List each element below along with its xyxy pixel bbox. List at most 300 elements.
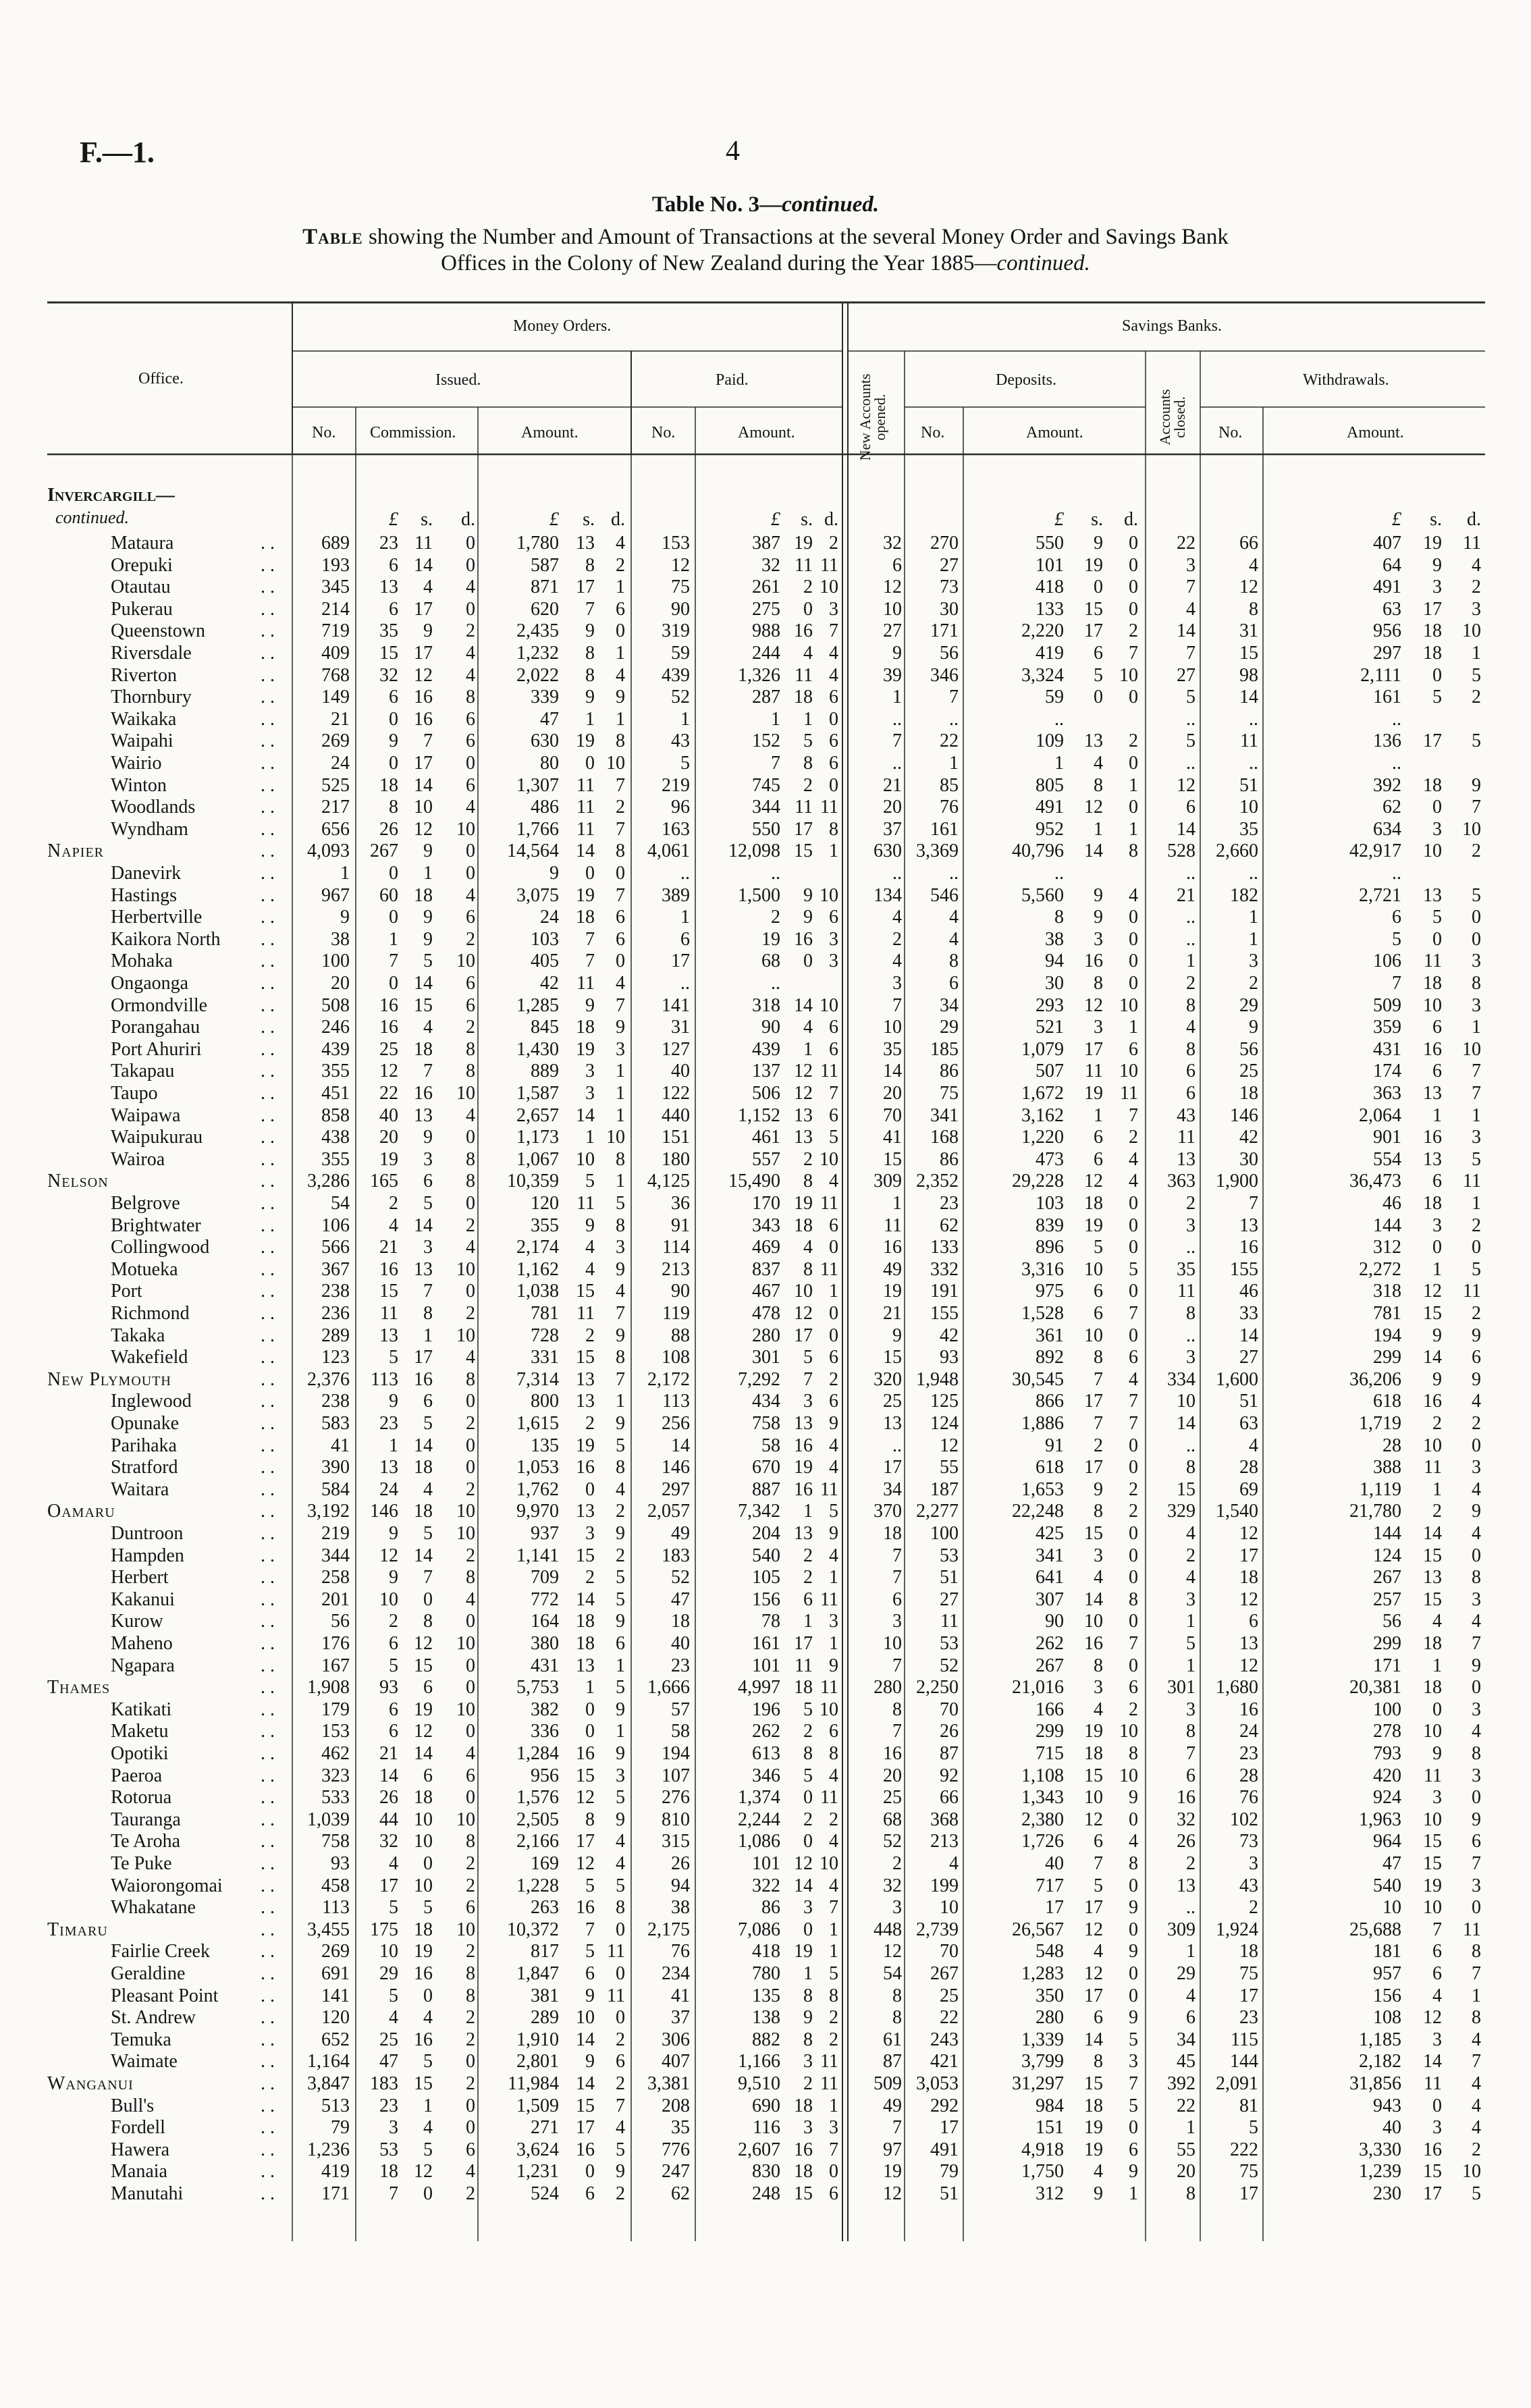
withdrawals-amount-pounds: 2,721 <box>1359 884 1401 906</box>
paid-amount-shillings: 17 <box>794 818 813 840</box>
withdrawals-amount-pence: 4 <box>1472 2095 1481 2116</box>
deposits-amount-pounds: 805 <box>1036 774 1064 796</box>
money-orders-paid-no: 12 <box>671 554 690 576</box>
commission-pence: 10 <box>456 1325 475 1346</box>
paid-amount-pence: 6 <box>829 730 838 752</box>
deposits-amount-shillings: 3 <box>1094 1017 1103 1038</box>
withdrawals-amount-pence: 11 <box>1463 1281 1481 1302</box>
deposits-amount-pounds: 299 <box>1036 1721 1064 1742</box>
deposits-amount-pounds: 17 <box>1045 1897 1064 1919</box>
paid-amount-shillings: 3 <box>803 2051 813 2072</box>
accounts-closed: 5 <box>1186 1633 1196 1654</box>
issued-amount-pence: 9 <box>616 2161 625 2183</box>
paid-amount-shillings: 13 <box>794 1523 813 1544</box>
money-orders-issued-no: 269 <box>321 1941 350 1962</box>
header-issued: Issued. <box>435 371 481 389</box>
deposits-amount-pence: 4 <box>1129 1368 1138 1390</box>
office-name-text: Brightwater <box>111 1214 201 1236</box>
accounts-closed: .. <box>1186 863 1196 884</box>
accounts-closed: 26 <box>1177 1831 1196 1852</box>
deposits-amount-pounds: 350 <box>1036 1985 1064 2006</box>
paid-amount-shillings: 12 <box>794 1083 813 1104</box>
office-name <box>111 819 188 840</box>
withdrawals-amount-pence: 0 <box>1472 928 1481 950</box>
deposits-amount-pence: 4 <box>1129 1148 1138 1170</box>
office-name-text: Fordell <box>111 2117 165 2139</box>
office-name <box>111 1413 179 1434</box>
issued-amount-pounds: 339 <box>531 687 559 708</box>
withdrawals-amount-pounds: 2,111 <box>1360 664 1401 686</box>
issued-amount-pence: 3 <box>616 1765 625 1786</box>
issued-amount-pounds: 431 <box>531 1655 559 1676</box>
withdrawals-amount-pounds: 62 <box>1382 797 1401 818</box>
money-orders-paid-no: 119 <box>662 1303 690 1324</box>
paid-amount-pounds: 15,490 <box>728 1171 780 1192</box>
leader-dots: . . <box>261 1875 275 1896</box>
leader-dots: . . <box>261 928 275 950</box>
money-orders-issued-no: 1 <box>340 863 350 884</box>
deposits-amount-pence: 0 <box>1129 1611 1138 1632</box>
money-orders-issued-no: 236 <box>321 1303 350 1324</box>
issued-amount-shillings: 11 <box>576 1303 595 1324</box>
paid-amount-pounds: 318 <box>752 994 780 1016</box>
issued-amount-pence: 6 <box>616 1633 625 1654</box>
issued-amount-pounds: 3,075 <box>516 884 559 906</box>
withdrawals-no: 4 <box>1249 1435 1258 1456</box>
commission-pounds: 6 <box>389 687 398 708</box>
money-orders-paid-no: 3,381 <box>647 2073 690 2094</box>
paid-amount-pounds: 1,374 <box>738 1787 780 1809</box>
header-withdrawals: Withdrawals. <box>1303 371 1389 389</box>
office-name-text: Tauranga <box>111 1809 181 1830</box>
withdrawals-amount-shillings: 6 <box>1432 1171 1442 1192</box>
leader-dots: . . <box>261 2073 275 2094</box>
new-accounts-opened: 97 <box>883 2139 902 2160</box>
accounts-closed: 22 <box>1177 533 1196 554</box>
office-name-text: Fairlie Creek <box>111 1941 210 1962</box>
accounts-closed: 4 <box>1186 1523 1196 1544</box>
new-accounts-opened: 280 <box>874 1677 902 1698</box>
money-orders-issued-no: 533 <box>321 1787 350 1809</box>
paid-amount-pence: 1 <box>829 1941 838 1962</box>
deposits-amount-shillings: 17 <box>1084 1391 1103 1412</box>
money-orders-paid-no: 18 <box>671 1611 690 1632</box>
paid-amount-pounds: 387 <box>752 533 780 554</box>
paid-amount-pounds: 301 <box>752 1347 780 1368</box>
withdrawals-amount-shillings <box>1404 863 1442 884</box>
accounts-closed: 5 <box>1186 730 1196 752</box>
accounts-closed: 35 <box>1177 1258 1196 1280</box>
office-name-text: Te Aroha <box>111 1831 181 1852</box>
header-withdrawals-amount: Amount. <box>1347 424 1404 442</box>
money-orders-issued-no: 508 <box>321 994 350 1016</box>
withdrawals-amount-pence: 7 <box>1472 1853 1481 1874</box>
withdrawals-no: 28 <box>1239 1765 1258 1786</box>
new-accounts-opened: 370 <box>874 1501 902 1522</box>
withdrawals-amount-pounds: 431 <box>1373 1038 1401 1060</box>
office-name-text: Riversdale <box>111 643 192 664</box>
deposits-amount-pounds: 2,380 <box>1021 1809 1064 1830</box>
commission-pounds: 15 <box>379 1281 398 1302</box>
leader-dots: . . <box>261 1435 275 1456</box>
commission-pence: 0 <box>466 2117 475 2139</box>
deposits-amount-shillings: 17 <box>1084 620 1103 642</box>
money-orders-paid-no: 163 <box>662 818 690 840</box>
deposits-amount-pence: 0 <box>1129 1809 1138 1830</box>
commission-pence: 0 <box>466 554 475 576</box>
deposits-no: 332 <box>930 1258 959 1280</box>
issued-amount-shillings: 8 <box>585 643 595 664</box>
issued-amount-pounds: 2,505 <box>516 1809 559 1830</box>
office-name-text: Riverton <box>111 664 177 686</box>
withdrawals-amount-shillings: 6 <box>1432 1963 1442 1984</box>
commission-pounds: 16 <box>379 1017 398 1038</box>
paid-amount-pence: 6 <box>829 1721 838 1742</box>
withdrawals-no: .. <box>1249 863 1258 884</box>
issued-amount-pounds: 871 <box>531 577 559 598</box>
issued-amount-pence: 5 <box>616 1875 625 1896</box>
office-name-text: Waipahi <box>111 730 173 752</box>
paid-amount-pence: 6 <box>829 1391 838 1412</box>
header-money-orders: Money Orders. <box>513 317 612 335</box>
office-name <box>111 973 188 994</box>
paid-amount-shillings: 2 <box>803 2073 813 2094</box>
issued-amount-pounds: 1,038 <box>516 1281 559 1302</box>
deposits-amount-shillings: 4 <box>1094 1941 1103 1962</box>
withdrawals-amount-pence: 10 <box>1462 2161 1481 2183</box>
deposits-amount-pence: 0 <box>1129 1985 1138 2006</box>
withdrawals-amount-pence: 6 <box>1472 1831 1481 1852</box>
withdrawals-amount-pence: 5 <box>1472 2183 1481 2204</box>
withdrawals-amount-shillings: 3 <box>1432 818 1442 840</box>
commission-pounds: 146 <box>370 1501 398 1522</box>
accounts-closed: 8 <box>1186 1303 1196 1324</box>
withdrawals-amount-pounds: 194 <box>1373 1325 1401 1346</box>
leader-dots: . . <box>261 1127 275 1148</box>
withdrawals-no: 43 <box>1239 1875 1258 1896</box>
withdrawals-amount-pounds: 181 <box>1373 1941 1401 1962</box>
new-accounts-opened: 68 <box>883 1809 902 1830</box>
money-orders-paid-no: 151 <box>662 1127 690 1148</box>
accounts-closed: 45 <box>1177 2051 1196 2072</box>
withdrawals-amount-shillings: 17 <box>1423 2183 1442 2204</box>
paid-amount-shillings: 8 <box>803 1171 813 1192</box>
withdrawals-amount-pounds: 156 <box>1373 1985 1401 2006</box>
office-name <box>111 907 202 928</box>
commission-pence: 4 <box>466 1237 475 1258</box>
issued-amount-pounds: 2,657 <box>516 1104 559 1126</box>
money-orders-paid-no: 297 <box>662 1478 690 1500</box>
office-name <box>111 1985 218 2006</box>
deposits-amount-shillings: 14 <box>1084 840 1103 862</box>
accounts-closed: 43 <box>1177 1104 1196 1126</box>
accounts-closed: 55 <box>1177 2139 1196 2160</box>
deposits-no: 53 <box>940 1545 959 1566</box>
issued-amount-shillings: 11 <box>576 1193 595 1214</box>
deposits-no: 421 <box>930 2051 959 2072</box>
leader-dots: . . <box>261 554 275 576</box>
money-orders-issued-no: 258 <box>321 1567 350 1588</box>
issued-amount-pence: 7 <box>616 774 625 796</box>
paid-amount-pounds: 758 <box>752 1413 780 1434</box>
accounts-closed: 1 <box>1186 1655 1196 1676</box>
deposits-amount-pence: 0 <box>1129 1523 1138 1544</box>
commission-pounds: 175 <box>370 1919 398 1940</box>
withdrawals-no: 10 <box>1239 797 1258 818</box>
paid-amount-pence: 7 <box>829 1897 838 1919</box>
withdrawals-no: 146 <box>1230 1104 1258 1126</box>
withdrawals-amount-pounds: 25,688 <box>1349 1919 1401 1940</box>
withdrawals-amount-shillings: 9 <box>1432 554 1442 576</box>
money-orders-issued-no: 451 <box>321 1083 350 1104</box>
deposits-no: 34 <box>940 994 959 1016</box>
commission-pounds: 16 <box>379 994 398 1016</box>
office-name <box>47 1919 108 1940</box>
withdrawals-amount-shillings: 13 <box>1423 1083 1442 1104</box>
commission-pounds: 25 <box>379 2029 398 2050</box>
deposits-amount-shillings: 5 <box>1094 1237 1103 1258</box>
leader-dots: . . <box>261 1787 275 1809</box>
leader-dots: . . <box>261 1743 275 1764</box>
new-accounts-opened: .. <box>892 863 902 884</box>
paid-amount-pence: 7 <box>829 2139 838 2160</box>
withdrawals-amount-pounds: 318 <box>1373 1281 1401 1302</box>
office-name <box>111 1633 173 1654</box>
office-name <box>47 1369 171 1390</box>
issued-amount-shillings: 15 <box>576 1545 595 1566</box>
issued-amount-shillings: 0 <box>585 1698 595 1720</box>
deposits-no: 4 <box>949 928 959 950</box>
paid-amount-pence: 11 <box>820 2073 838 2094</box>
paid-amount-pence: 4 <box>829 1435 838 1456</box>
withdrawals-amount-shillings: 15 <box>1423 1831 1442 1852</box>
issued-amount-shillings: 14 <box>576 1588 595 1610</box>
new-accounts-opened: 8 <box>892 2007 902 2029</box>
paid-amount-pounds: 204 <box>752 1523 780 1544</box>
commission-pounds: 23 <box>379 1413 398 1434</box>
withdrawals-amount-pence: 6 <box>1472 1347 1481 1368</box>
commission-pounds: 7 <box>389 951 398 972</box>
deposits-amount-pence: 0 <box>1129 753 1138 774</box>
commission-shillings: 5 <box>423 2139 433 2160</box>
deposits-amount-pence: 9 <box>1129 2161 1138 2183</box>
table-description-lead: Table <box>302 225 363 249</box>
commission-shillings: 1 <box>423 1325 433 1346</box>
money-orders-paid-no: 90 <box>671 1281 690 1302</box>
issued-amount-pence: 9 <box>616 1611 625 1632</box>
paid-amount-pounds: 275 <box>752 598 780 620</box>
commission-shillings: 13 <box>414 1258 433 1280</box>
new-accounts-opened: 49 <box>883 1258 902 1280</box>
commission-pounds: 32 <box>379 1831 398 1852</box>
office-name <box>111 1567 169 1588</box>
office-name <box>111 643 192 664</box>
withdrawals-amount-pounds: 28 <box>1382 1435 1401 1456</box>
office-name <box>111 1347 188 1368</box>
deposits-amount-shillings: 9 <box>1094 2183 1103 2204</box>
commission-shillings: 18 <box>414 1457 433 1478</box>
paid-amount-shillings: 11 <box>795 554 813 576</box>
paid-amount-pounds: 346 <box>752 1765 780 1786</box>
deposits-amount-pounds: 341 <box>1036 1545 1064 1566</box>
accounts-closed: 16 <box>1177 1787 1196 1809</box>
withdrawals-amount-pence: 3 <box>1472 994 1481 1016</box>
accounts-closed: 4 <box>1186 1017 1196 1038</box>
withdrawals-amount-pence: 9 <box>1472 1809 1481 1830</box>
withdrawals-amount-pence: 2 <box>1472 840 1481 862</box>
issued-amount-shillings: 13 <box>576 1391 595 1412</box>
paid-amount-pounds: 745 <box>752 774 780 796</box>
money-orders-issued-no: 1,236 <box>307 2139 350 2160</box>
office-name <box>111 1787 171 1808</box>
issued-amount-pence: 4 <box>616 1478 625 1500</box>
withdrawals-amount-pence: 8 <box>1472 973 1481 994</box>
commission-shillings: 15 <box>414 994 433 1016</box>
money-orders-issued-no: 367 <box>321 1258 350 1280</box>
leader-dots: . . <box>261 1853 275 1874</box>
paid-amount-pence: 11 <box>820 1677 838 1698</box>
issued-amount-shillings: 0 <box>585 1721 595 1742</box>
deposits-amount-shillings: 17 <box>1084 1038 1103 1060</box>
commission-pounds: 93 <box>379 1677 398 1698</box>
paid-amount-shillings: 9 <box>803 907 813 928</box>
paid-amount-pounds: 261 <box>752 577 780 598</box>
withdrawals-amount-pounds: 10 <box>1382 1897 1401 1919</box>
deposits-amount-shillings: 19 <box>1084 1214 1103 1236</box>
paid-amount-shillings <box>783 973 813 994</box>
money-orders-paid-no: .. <box>680 863 690 884</box>
paid-amount-pounds: 1,500 <box>738 884 780 906</box>
issued-amount-pounds: 2,174 <box>516 1237 559 1258</box>
leader-dots: . . <box>261 1391 275 1412</box>
office-name <box>47 1171 109 1192</box>
money-orders-issued-no: 93 <box>331 1853 350 1874</box>
accounts-closed: 14 <box>1177 620 1196 642</box>
withdrawals-amount-shillings: 3 <box>1432 1214 1442 1236</box>
commission-pence: 2 <box>466 2007 475 2029</box>
issued-amount-shillings: 19 <box>576 1038 595 1060</box>
office-name <box>111 1545 184 1566</box>
money-orders-issued-no: 246 <box>321 1017 350 1038</box>
deposits-amount-shillings: 12 <box>1084 1809 1103 1830</box>
commission-pounds: 53 <box>379 2139 398 2160</box>
accounts-closed: .. <box>1186 1237 1196 1258</box>
issued-amount-shillings: 11 <box>576 973 595 994</box>
withdrawals-no: 1 <box>1249 928 1258 950</box>
new-accounts-opened: 32 <box>883 1875 902 1896</box>
commission-pence: 4 <box>466 1104 475 1126</box>
issued-amount-pence: 7 <box>616 1368 625 1390</box>
deposits-amount-shillings: 2 <box>1094 1435 1103 1456</box>
accounts-closed: 1 <box>1186 1941 1196 1962</box>
money-orders-paid-no: 76 <box>671 1941 690 1962</box>
paid-amount-shillings: 7 <box>803 1368 813 1390</box>
deposits-amount-pence: 0 <box>1129 554 1138 576</box>
accounts-closed: 7 <box>1186 1743 1196 1764</box>
currency-pound-4: £ <box>1392 509 1401 530</box>
leader-dots: . . <box>261 2051 275 2072</box>
office-name-text: Maketu <box>111 1721 169 1742</box>
money-orders-paid-no: 276 <box>662 1787 690 1809</box>
office-name-text: Katikati <box>111 1698 172 1720</box>
office-name <box>111 1743 169 1764</box>
deposits-amount-pounds: 975 <box>1036 1281 1064 1302</box>
withdrawals-amount-pounds: 267 <box>1373 1567 1401 1588</box>
paid-amount-pounds: 287 <box>752 687 780 708</box>
withdrawals-no: 182 <box>1230 884 1258 906</box>
office-name-text: Wairio <box>111 753 162 774</box>
office-name <box>111 1325 165 1346</box>
deposits-amount-pence: 0 <box>1129 1875 1138 1896</box>
accounts-closed: .. <box>1186 1325 1196 1346</box>
commission-shillings: 3 <box>423 1148 433 1170</box>
paid-amount-shillings: 4 <box>803 1017 813 1038</box>
paid-amount-shillings: 2 <box>803 1567 813 1588</box>
office-name-text: Takapau <box>111 1061 175 1082</box>
commission-pence: 8 <box>466 1171 475 1192</box>
office-name-text: Mohaka <box>111 951 173 972</box>
commission-pounds: 21 <box>379 1237 398 1258</box>
money-orders-paid-no: 2,172 <box>647 1368 690 1390</box>
paid-amount-shillings: 18 <box>794 2161 813 2183</box>
money-orders-issued-no: 967 <box>321 884 350 906</box>
commission-shillings: 16 <box>414 1963 433 1984</box>
commission-pounds: 16 <box>379 1258 398 1280</box>
leader-dots: . . <box>261 620 275 642</box>
deposits-amount-pence: 0 <box>1129 1237 1138 1258</box>
commission-pounds: 4 <box>389 1214 398 1236</box>
deposits-no: 1 <box>949 753 959 774</box>
deposits-amount-pounds: 4,918 <box>1021 2139 1064 2160</box>
deposits-no: 3,053 <box>916 2073 959 2094</box>
withdrawals-no: 66 <box>1239 533 1258 554</box>
accounts-closed: 1 <box>1186 2117 1196 2139</box>
commission-pounds: 25 <box>379 1038 398 1060</box>
deposits-amount-pence: 0 <box>1129 2117 1138 2139</box>
money-orders-paid-no: 183 <box>662 1545 690 1566</box>
paid-amount-pounds: 7,086 <box>738 1919 780 1940</box>
withdrawals-amount-pounds: 31,856 <box>1349 2073 1401 2094</box>
deposits-amount-pounds: 59 <box>1045 687 1064 708</box>
commission-shillings: 12 <box>414 1633 433 1654</box>
withdrawals-no: 1,600 <box>1216 1368 1258 1390</box>
withdrawals-amount-shillings: 1 <box>1432 1258 1442 1280</box>
paid-amount-pounds: 1,086 <box>738 1831 780 1852</box>
issued-amount-shillings: 18 <box>576 1017 595 1038</box>
withdrawals-amount-shillings: 0 <box>1432 1698 1442 1720</box>
money-orders-issued-no: 390 <box>321 1457 350 1478</box>
issued-amount-shillings: 13 <box>576 1655 595 1676</box>
commission-pounds: 44 <box>379 1809 398 1830</box>
commission-pence: 6 <box>466 730 475 752</box>
commission-shillings: 10 <box>414 1875 433 1896</box>
money-orders-issued-no: 438 <box>321 1127 350 1148</box>
issued-amount-pence: 2 <box>616 2073 625 2094</box>
commission-pence: 8 <box>466 1985 475 2006</box>
paid-amount-pounds: 101 <box>752 1853 780 1874</box>
office-name-text: Port <box>111 1281 142 1302</box>
money-orders-paid-no: 17 <box>671 951 690 972</box>
issued-amount-pence: 5 <box>616 2139 625 2160</box>
withdrawals-amount-pence: 4 <box>1472 2117 1481 2139</box>
paid-amount-shillings: 18 <box>794 1214 813 1236</box>
deposits-amount-pounds: 521 <box>1036 1017 1064 1038</box>
issued-amount-pence: 9 <box>616 1809 625 1830</box>
commission-shillings: 5 <box>423 1413 433 1434</box>
deposits-no: 51 <box>940 2183 959 2204</box>
deposits-no: 4 <box>949 1853 959 1874</box>
issued-amount-pounds: 10,359 <box>507 1171 559 1192</box>
